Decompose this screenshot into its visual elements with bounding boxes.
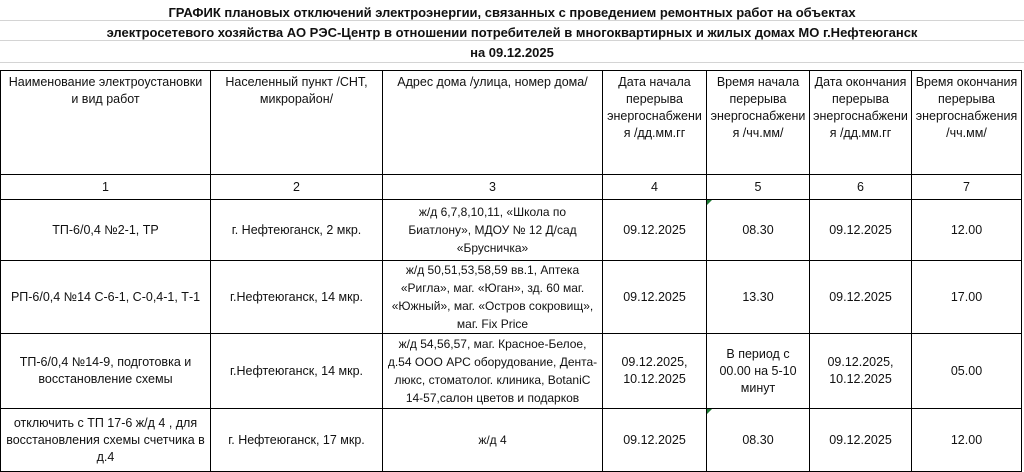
column-number-cell[interactable]: 7 bbox=[912, 175, 1022, 200]
locality-cell[interactable]: г. Нефтеюганск, 17 мкр. bbox=[211, 409, 383, 472]
start-date-cell[interactable]: 09.12.2025 bbox=[603, 409, 707, 472]
object-cell[interactable]: ТП-6/0,4 №2-1, ТР bbox=[1, 200, 211, 261]
end-time-cell[interactable]: 12.00 bbox=[912, 409, 1022, 472]
header-row bbox=[1, 71, 1022, 175]
start-date-cell[interactable]: 09.12.2025 bbox=[603, 200, 707, 261]
table-row bbox=[1, 261, 1022, 334]
object-cell[interactable]: ТП-6/0,4 №14-9, подготовка и восстановление схемы bbox=[1, 334, 211, 409]
address-cell[interactable]: ж/д 54,56,57, маг. Красное-Белое, д.54 ООО АРС оборудование, Дента-люкс, стоматолог. клиника, BotaniC 14-57,салон цветов и подарков bbox=[383, 334, 603, 409]
start-time-value: 08.30 bbox=[742, 222, 774, 237]
object-cell[interactable]: РП-6/0,4 №14 С-6-1, С-0,4-1, Т-1 bbox=[1, 261, 211, 334]
header-cell-start-date[interactable]: Дата начала перерыва энергоснабжения /дд.мм.гг bbox=[603, 71, 707, 175]
end-time-cell[interactable]: 12.00 bbox=[912, 200, 1022, 261]
end-date-cell[interactable]: 09.12.2025 bbox=[810, 261, 912, 334]
start-time-cell[interactable]: В период с 00.00 на 5-10 минут bbox=[707, 334, 810, 409]
table-row bbox=[1, 200, 1022, 261]
outage-schedule-table bbox=[0, 70, 1022, 472]
start-date-cell[interactable]: 09.12.2025 bbox=[603, 261, 707, 334]
address-cell[interactable]: ж/д 6,7,8,10,11, «Школа по Биатлону», МДОУ № 12 Д/сад «Брусничка» bbox=[383, 200, 603, 261]
end-time-cell[interactable]: 17.00 bbox=[912, 261, 1022, 334]
column-number-cell[interactable]: 3 bbox=[383, 175, 603, 200]
header-cell-end-date[interactable]: Дата окончания перерыва энергоснабжения /дд.мм.гг bbox=[810, 71, 912, 175]
sheet-gridline bbox=[0, 62, 1024, 63]
title-line-2: электросетевого хозяйства АО РЭС-Центр в отношении потребителей в многоквартирных и жилых домах МО г.Нефтеюганск bbox=[106, 25, 918, 40]
title-line-3: на 09.12.2025 bbox=[470, 45, 554, 60]
start-time-cell[interactable] bbox=[707, 200, 810, 261]
header-cell-start-time[interactable]: Время начала перерыва энергоснабжения /чч.мм/ bbox=[707, 71, 810, 175]
end-date-cell[interactable]: 09.12.2025 bbox=[810, 409, 912, 472]
table-row bbox=[1, 409, 1022, 472]
object-cell[interactable]: отключить с ТП 17-6 ж/д 4 , для восстановления схемы счетчика в д.4 bbox=[1, 409, 211, 472]
column-number-cell[interactable]: 2 bbox=[211, 175, 383, 200]
address-cell[interactable]: ж/д 50,51,53,58,59 вв.1, Аптека «Ригла», маг. «Юган», зд. 60 маг. «Южный», маг. «Остров сокровищ», маг. Fix Price bbox=[383, 261, 603, 334]
column-number-cell[interactable]: 1 bbox=[1, 175, 211, 200]
column-number-cell[interactable]: 5 bbox=[707, 175, 810, 200]
start-date-cell[interactable]: 09.12.2025, 10.12.2025 bbox=[603, 334, 707, 409]
start-time-value: 08.30 bbox=[742, 432, 774, 447]
locality-cell[interactable]: г.Нефтеюганск, 14 мкр. bbox=[211, 334, 383, 409]
header-cell-object[interactable]: Наименование электроустановки и вид работ bbox=[1, 71, 211, 175]
header-cell-locality[interactable]: Населенный пункт /СНТ, микрорайон/ bbox=[211, 71, 383, 175]
header-cell-address[interactable]: Адрес дома /улица, номер дома/ bbox=[383, 71, 603, 175]
header-cell-end-time[interactable]: Время окончания перерыва энергоснабжения /чч.мм/ bbox=[912, 71, 1022, 175]
locality-cell[interactable]: г.Нефтеюганск, 14 мкр. bbox=[211, 261, 383, 334]
cell-comment-marker bbox=[707, 200, 712, 205]
column-number-cell[interactable]: 4 bbox=[603, 175, 707, 200]
table-row bbox=[1, 334, 1022, 409]
cell-comment-marker bbox=[707, 409, 712, 414]
column-number-row bbox=[1, 175, 1022, 200]
locality-cell[interactable]: г. Нефтеюганск, 2 мкр. bbox=[211, 200, 383, 261]
end-date-cell[interactable]: 09.12.2025 bbox=[810, 200, 912, 261]
address-cell[interactable]: ж/д 4 bbox=[383, 409, 603, 472]
end-time-cell[interactable]: 05.00 bbox=[912, 334, 1022, 409]
title-line-1: ГРАФИК плановых отключений электроэнергии, связанных с проведением ремонтных работ на объектах bbox=[168, 5, 856, 20]
start-time-cell[interactable]: 13.30 bbox=[707, 261, 810, 334]
start-time-cell[interactable] bbox=[707, 409, 810, 472]
end-date-cell[interactable]: 09.12.2025, 10.12.2025 bbox=[810, 334, 912, 409]
column-number-cell[interactable]: 6 bbox=[810, 175, 912, 200]
